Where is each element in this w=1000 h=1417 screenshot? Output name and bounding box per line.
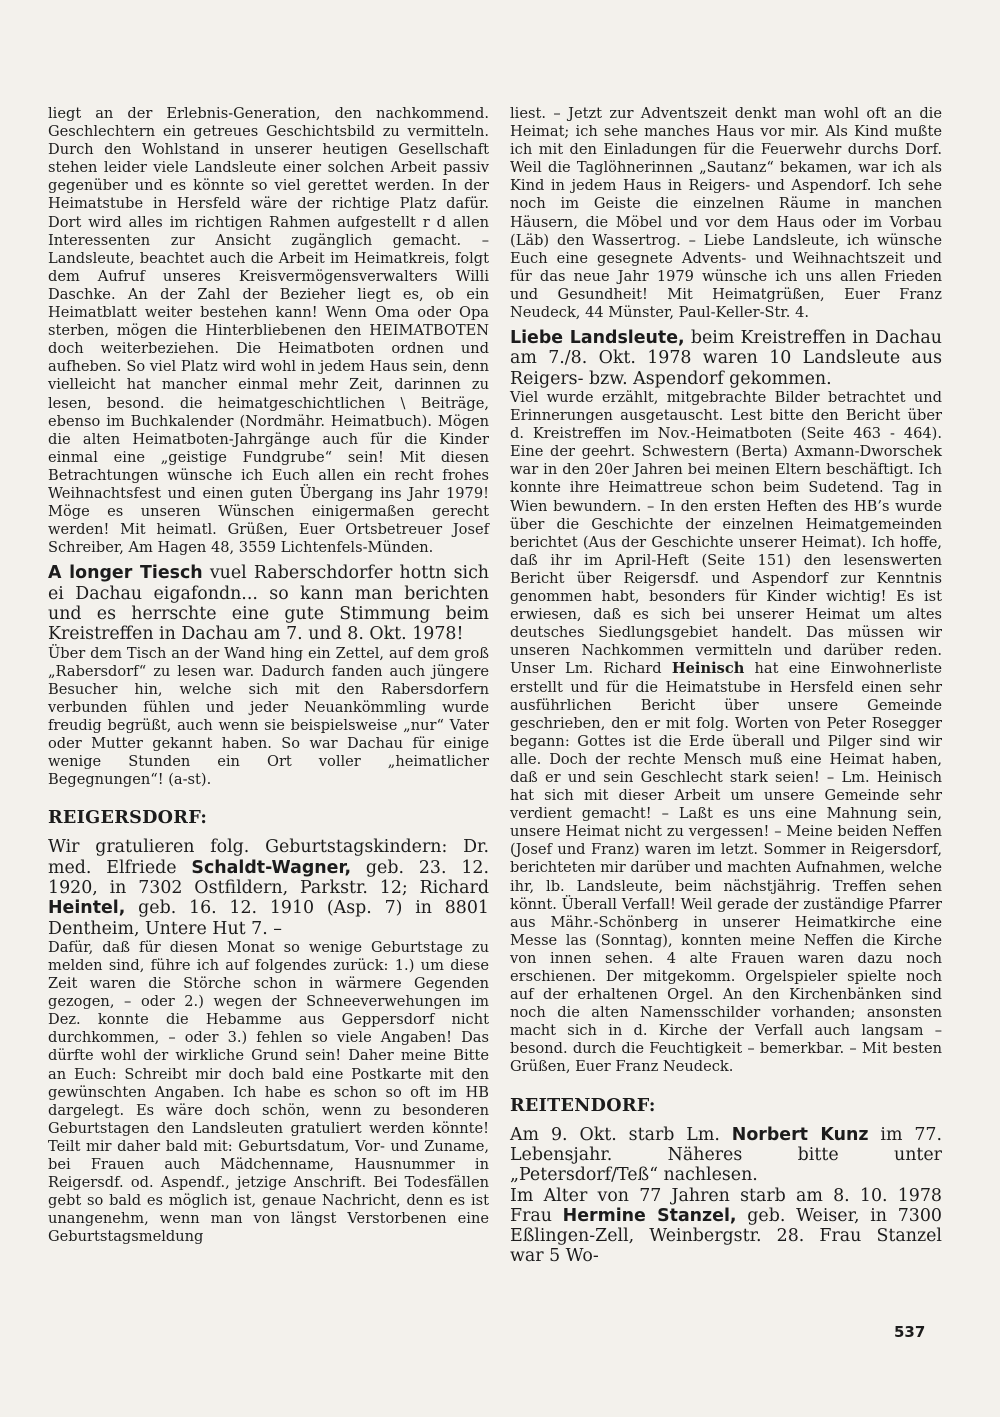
page-number: 537 — [894, 1323, 926, 1341]
lead-bold-landsleute: Liebe Landsleute, — [510, 328, 685, 349]
left-paragraph-1: liegt an der Erlebnis-Generation, den nachkommend. Geschlechtern ein getreues Geschichtsbild zu vermitteln. Durch den Wohlstand in unserer heutigen Gesellschaft stehen leider viele Landsleute einer solchen Arbeit passiv gegenüber und es könnte so viel gerettet werden. In der Heimatstube in Hersfeld wäre der richtige Platz dafür. Dort wird alles im richtigen Rahmen aufgestellt r d allen Interessenten zur Ansicht zugänglich gemacht. – Landsleute, beachtet auch die Arbeit im Heimatkreis, folgt dem Aufruf unseres Kreisvermögensverwalters Willi Daschke. An der Zahl der Bezieher liegt es, ob ein Heimatblatt weiter bestehen kann! Wenn Oma oder Opa sterben, mögen die Hinterbliebenen den HEIMATBOTEN doch weiterbeziehen. Die Heimatboten ordnen und aufheben. So viel Platz wird wohl in jedem Haus sein, denn vielleicht hat mancher einmal mehr Zeit, darinnen zu lesen, besond. die heimatgeschichtlichen \ Beiträge, ebenso im Buchkalender (Nordmähr. Heimatbuch). Mögen die alten Heimatboten-Jahrgänge auch für die Kinder einmal eine „geistige Fundgrube“ sein! Mit diesen Betrachtungen wünsche ich Euch allen ein recht frohes Weihnachtsfest und einen guten Übergang ins Jahr 1979! Möge es unseren Wünschen einigermaßen gerecht werden! Mit heimatl. Grüßen, Euer Ortsbetreuer Josef Schreiber, Am Hagen 48, 3559 Lichtenfels-Münden. — [48, 105, 489, 557]
right-paragraph-1: liest. – Jetzt zur Adventszeit denkt man wohl oft an die Heimat; ich sehe manches Haus vor mir. Als Kind mußte ich mit den Einladungen für die Feuerwehr durchs Dorf. Weil die Taglöhnerinnen „Sautanz“ bekamen, war ich als Kind in jedem Haus in Reigers- und Aspendorf. Ich sehe noch im Geiste die einzelnen Räume in manchen Häusern, die Möbel und vor dem Haus oder im Vorbau (Läb) den Wassertrog. – Liebe Landsleute, ich wünsche Euch eine gesegnete Advents- und Weihnachtszeit und für das neue Jahr 1979 wünsche ich uns allen Frieden und Gesundheit! Mit Heimatgrüßen, Euer Franz Neudeck, 44 Münster, Paul-Keller-Str. 4. — [510, 105, 942, 322]
lead-bold-tiesch: A longer Tiesch — [48, 563, 203, 584]
left-column — [48, 105, 489, 1246]
lead-text-landsleute: beim Kreistreffen in Dachau am 7./8. Okt. 1978 waren 10 Landsleute aus Reigers- bzw. Aspendorf gekommen. — [510, 328, 943, 389]
right-lead-paragraph-landsleute — [510, 328, 942, 389]
right-lead-paragraph-kunz — [510, 1125, 942, 1186]
birthday-text-1: Wir gratulieren folg. Geburtstagskindern: Dr. med. Elfriede — [48, 837, 489, 878]
right-paragraph-report — [510, 389, 942, 1077]
report-text-1: Viel wurde erzählt, mitgebrachte Bilder betrachtet und Erinnerungen ausgetauscht. Lest bitte den Bericht über d. Kreistreffen im Nov.-Heimatboten (Seite 463 - 464). Eine der geehrt. Schwestern (Berta) Axmann-Dworschek war in den 20er Jahren bei meinen Eltern beschäftigt. Ich konnte ihre Heimattreue schon beim Sudetend. Tag in Wien bewundern. – In den ersten Heften des HB’s wurde über die Geschichte der einzelnen Heimatgemeinden berichtet (Aus der Geschichte unserer Heimat). Ich hoffe, daß ihr im April-Heft (Seite 151) den lesenswerten Bericht über Reigersdf. und Aspendorf zur Kenntnis genommen habt, besonders für Kinder wichtig! Es ist erwiesen, daß es sich bei unserer Heimat um altes deutsches Siedlungsgebiet handelt. Das müssen wir unseren Nachkommen vermitteln und darüber reden. Unser Lm. Richard — [510, 389, 942, 678]
right-lead-paragraph-stanzel — [510, 1186, 942, 1267]
name-heinisch: Heinisch — [671, 660, 745, 678]
name-hermine-stanzel: Hermine Stanzel, — [562, 1205, 737, 1226]
death-text-2: im 77. Lebensjahr. Näheres bitte unter „Petersdorf/Teß“ nachlesen. — [510, 1124, 943, 1186]
name-heintel: Heintel, — [48, 898, 126, 919]
birthday-text-3: geb. 16. 12. 1910 (Asp. 7) in 8801 Dentheim, Untere Hut 7. – — [48, 898, 489, 939]
heading-reigersdorf: REIGERSDORF: — [48, 807, 208, 829]
name-schaldt-wagner: Schaldt-Wagner, — [191, 857, 352, 878]
left-lead-paragraph-birthdays — [48, 837, 489, 938]
left-paragraph-few-birthdays: Dafür, daß für diesen Monat so wenige Geburtstage zu melden sind, führe ich auf folgendes zurück: 1.) um diese Zeit waren die Störche schon in wärmere Gegenden gezogen, – oder 2.) wegen der Schneeverwehungen im Dez. konnte die Hebamme aus Geppersdorf nicht durchkommen, – oder 3.) fehlen so viele Angaben! Das dürfte wohl der wirkliche Grund sein! Daher meine Bitte an Euch: Schreibt mir doch bald eine Postkarte mit den gewünschten Angaben. Ich habe es schon so oft im HB dargelegt. Es wäre doch schön, wenn zu besonderen Geburtstagen den Landsleuten gratuliert werden könnte! Teilt mir daher bald mit: Geburtsdatum, Vor- und Zuname, bei Frauen auch Mädchenname, Hausnummer in Reigersdf. od. Aspendf., jetzige Anschrift. Bei Todesfällen gebt so bald es möglich ist, genaue Nachricht, denn es ist unangenehm, wenn man von längst Verstorbenen eine Geburtstagsmeldung — [48, 938, 489, 1246]
left-paragraph-zettel: Über dem Tisch an der Wand hing ein Zettel, auf dem groß „Rabersdorf“ zu lesen war. Dadurch fanden auch jüngere Besucher hin, welche sich mit den Rabersdorfern verbunden fühlen und jeder Neuankömmling wurde freudig begrüßt, auch wenn sie beispielsweise „nur“ Vater oder Mutter gekannt haben. So war Dachau für einige wenige Stunden ein Ort voller „heimatlicher Begegnungen“! (a-st). — [48, 644, 489, 789]
death-text-1: Am 9. Okt. starb Lm. — [510, 1124, 732, 1145]
report-text-2: hat eine Einwohnerliste erstellt und für die Heimatstube in Hersfeld einen sehr ausführlichen Bericht über unsere Gemeinde geschrieben, den er mit folg. Worten von Peter Rosegger begann: Gottes ist die Erde überall und Pilger sind wir alle. Doch der rechte Mensch muß eine Heimat haben, daß er und sein Geschlecht stark seien! – Lm. Heinisch hat sich mit dieser Arbeit um unsere Gemeinde sehr verdient gemacht! – Laßt es uns eine Mahnung sein, unsere Heimat nicht zu vergessen! – Meine beiden Neffen (Josef und Franz) waren im letzt. Sommer in Reigersdorf, berichteten mir darüber und machten Aufnahmen, welche ihr, lb. Landsleute, beim nächstjährig. Treffen sehen könnt. Überall Verfall! Weil gerade der zuständige Pfarrer aus Mähr.-Schönberg in unserer Heimatkirche eine Messe las (Sonntag), konnten meine Neffen die Kirche von innen sehen. 4 alte Frauen waren dazu noch erschienen. Der mitgekomm. Orgelspieler spielte noch auf der erhaltenen Orgel. An den Kirchenbänken sind noch die alten Namensschilder vorhanden; ansonsten macht sich in d. Kirche der Verfall auch langsam – besond. durch die Feuchtigkeit – bemerkbar. – Mit besten Grüßen, Euer Franz Neudeck. — [510, 660, 942, 1076]
birthday-text-2: geb. 23. 12. 1920, in 7302 Ostfildern, Parkstr. 12; Richard — [48, 857, 489, 898]
death-text-3: Im Alter von 77 Jahren starb am 8. 10. 1978 Frau — [510, 1185, 942, 1226]
left-lead-paragraph-tiesch — [48, 563, 489, 644]
name-norbert-kunz: Norbert Kunz — [731, 1124, 869, 1145]
right-column — [510, 105, 942, 1267]
lead-text-tiesch: vuel Raberschdorfer hottn sich ei Dachau eigafondn... so kann man berichten und es herrschte eine gute Stimmung beim Kreistreffen in Dachau am 7. und 8. Okt. 1978! — [48, 563, 490, 645]
heading-reitendorf: REITENDORF: — [510, 1094, 656, 1116]
death-text-4: geb. Weiser, in 7300 Eßlingen-Zell, Weinbergstr. 28. Frau Stanzel war 5 Wo- — [510, 1205, 942, 1267]
